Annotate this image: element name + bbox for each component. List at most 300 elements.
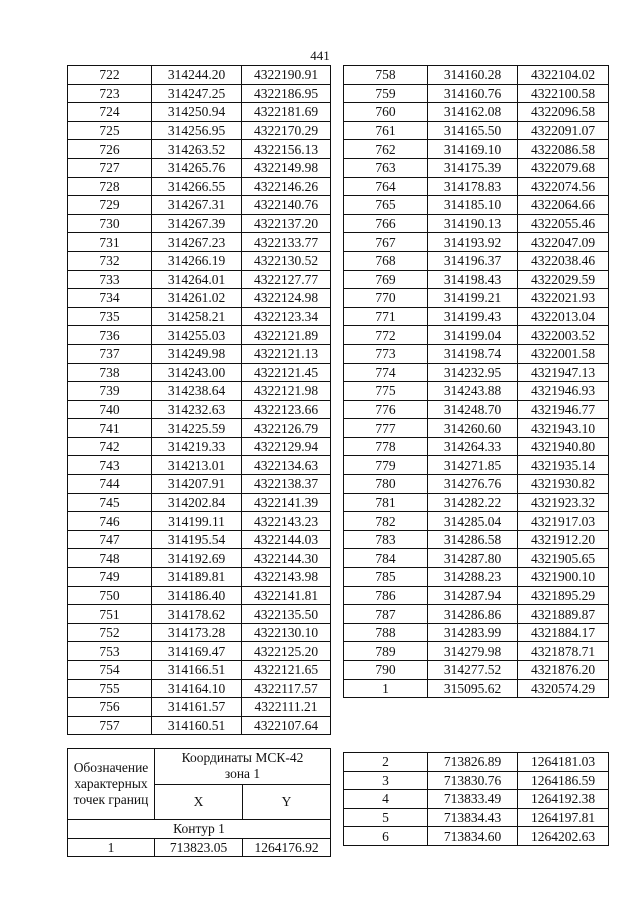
table-row [344, 437, 609, 456]
coord-x: 314260.60 [428, 419, 518, 438]
table-row [68, 437, 331, 456]
coord-x: 314267.39 [152, 214, 242, 233]
table-row [344, 549, 609, 568]
point-number: 751 [68, 605, 152, 624]
table-row [344, 289, 609, 308]
coord-y: 4322156.13 [242, 140, 331, 159]
point-number: 1 [68, 838, 155, 857]
coord-y: 4322100.58 [518, 84, 609, 103]
coord-y: 4322129.94 [242, 437, 331, 456]
point-number: 745 [68, 493, 152, 512]
coord-x: 314199.11 [152, 512, 242, 531]
coord-y: 4321878.71 [518, 642, 609, 661]
coord-x: 314160.76 [428, 84, 518, 103]
table-row [68, 103, 331, 122]
coord-y: 4322146.26 [242, 177, 331, 196]
point-number: 735 [68, 307, 152, 326]
coord-y: 1264192.38 [518, 790, 609, 809]
point-number: 786 [344, 586, 428, 605]
point-number: 779 [344, 456, 428, 475]
coord-x: 314271.85 [428, 456, 518, 475]
point-number: 726 [68, 140, 152, 159]
coord-y: 4322121.45 [242, 363, 331, 382]
coord-x: 314162.08 [428, 103, 518, 122]
point-number: 784 [344, 549, 428, 568]
table-row [68, 251, 331, 270]
point-number: 770 [344, 289, 428, 308]
coord-x: 314264.33 [428, 437, 518, 456]
coord-x: 314256.95 [152, 121, 242, 140]
coord-x: 314261.02 [152, 289, 242, 308]
table-row [68, 140, 331, 159]
point-number: 771 [344, 307, 428, 326]
coord-y: 4322013.04 [518, 307, 609, 326]
coord-x: 314161.57 [152, 698, 242, 717]
coord-y: 4322029.59 [518, 270, 609, 289]
table-row [68, 326, 331, 345]
point-number: 744 [68, 475, 152, 494]
coord-x: 314192.69 [152, 549, 242, 568]
coord-x: 314255.03 [152, 326, 242, 345]
coord-x: 713834.60 [428, 827, 518, 846]
table-row [68, 289, 331, 308]
coord-x: 314267.31 [152, 196, 242, 215]
table-row [68, 661, 331, 680]
table-row [68, 400, 331, 419]
point-number: 752 [68, 623, 152, 642]
coord-x: 315095.62 [428, 679, 518, 698]
point-number: 722 [68, 66, 152, 85]
coord-y: 1264197.81 [518, 808, 609, 827]
coord-x: 314219.33 [152, 437, 242, 456]
table-row [68, 605, 331, 624]
point-number: 5 [344, 808, 428, 827]
coord-x: 314248.70 [428, 400, 518, 419]
coord-y: 4321917.03 [518, 512, 609, 531]
table-row [68, 307, 331, 326]
table-row [68, 530, 331, 549]
coord-y: 4322001.58 [518, 344, 609, 363]
point-number: 6 [344, 827, 428, 846]
coord-x: 713823.05 [155, 838, 243, 857]
point-number: 774 [344, 363, 428, 382]
point-number: 724 [68, 103, 152, 122]
coord-y: 4322121.89 [242, 326, 331, 345]
point-number: 729 [68, 196, 152, 215]
point-number: 760 [344, 103, 428, 122]
coord-x: 314264.01 [152, 270, 242, 289]
point-number: 736 [68, 326, 152, 345]
table-row [344, 661, 609, 680]
coord-x: 314287.94 [428, 586, 518, 605]
point-number: 765 [344, 196, 428, 215]
coord-y: 4321946.77 [518, 400, 609, 419]
coord-x: 314160.51 [152, 716, 242, 735]
coord-y: 4322181.69 [242, 103, 331, 122]
table-row [68, 475, 331, 494]
point-number: 750 [68, 586, 152, 605]
coord-x: 314196.37 [428, 251, 518, 270]
table-row [68, 121, 331, 140]
table-row [68, 549, 331, 568]
point-number: 734 [68, 289, 152, 308]
table-row [68, 679, 331, 698]
table-row [344, 586, 609, 605]
coord-y: 4322111.21 [242, 698, 331, 717]
coord-x: 314283.99 [428, 623, 518, 642]
coord-y: 4322126.79 [242, 419, 331, 438]
coord-x: 314266.55 [152, 177, 242, 196]
point-number: 775 [344, 382, 428, 401]
point-number: 746 [68, 512, 152, 531]
point-number: 739 [68, 382, 152, 401]
point-number: 740 [68, 400, 152, 419]
point-number: 748 [68, 549, 152, 568]
coord-x: 314232.63 [152, 400, 242, 419]
coord-y: 4321940.80 [518, 437, 609, 456]
coord-x: 713826.89 [428, 753, 518, 772]
table-row [344, 158, 609, 177]
contour-row [68, 820, 331, 839]
coord-x: 314160.28 [428, 66, 518, 85]
table-row [68, 493, 331, 512]
table-row [68, 623, 331, 642]
table-row [68, 512, 331, 531]
table-row [344, 196, 609, 215]
table-row [68, 66, 331, 85]
coord-x: 314277.52 [428, 661, 518, 680]
table-row [344, 623, 609, 642]
point-number: 776 [344, 400, 428, 419]
contour-header-table [67, 748, 331, 857]
point-number: 1 [344, 679, 428, 698]
coord-y: 4322096.58 [518, 103, 609, 122]
coord-y: 4322141.81 [242, 586, 331, 605]
point-number: 756 [68, 698, 152, 717]
coord-y: 4322125.20 [242, 642, 331, 661]
coord-y: 4321912.20 [518, 530, 609, 549]
point-number: 2 [344, 753, 428, 772]
point-number: 742 [68, 437, 152, 456]
coordinates-table-left [67, 65, 331, 735]
coord-x: 314175.39 [428, 158, 518, 177]
point-number: 773 [344, 344, 428, 363]
point-number: 767 [344, 233, 428, 252]
coord-x: 314225.59 [152, 419, 242, 438]
point-number: 787 [344, 605, 428, 624]
coord-y: 1264202.63 [518, 827, 609, 846]
table-row [344, 382, 609, 401]
coord-x: 314207.91 [152, 475, 242, 494]
coord-x: 314199.43 [428, 307, 518, 326]
coord-y: 4322138.37 [242, 475, 331, 494]
coord-x: 314178.62 [152, 605, 242, 624]
point-number: 772 [344, 326, 428, 345]
coord-x: 314169.47 [152, 642, 242, 661]
coord-x: 314244.20 [152, 66, 242, 85]
coord-y: 4322047.09 [518, 233, 609, 252]
coord-x: 314185.10 [428, 196, 518, 215]
coord-y: 4322140.76 [242, 196, 331, 215]
table-row [344, 177, 609, 196]
coord-y: 4322124.98 [242, 289, 331, 308]
page-number: 441 [310, 48, 330, 63]
point-number: 3 [344, 771, 428, 790]
point-number: 783 [344, 530, 428, 549]
table-row [68, 642, 331, 661]
coord-x: 314198.43 [428, 270, 518, 289]
coord-x: 314285.04 [428, 512, 518, 531]
coord-y: 4321876.20 [518, 661, 609, 680]
coord-y: 4322074.56 [518, 177, 609, 196]
point-number: 782 [344, 512, 428, 531]
point-number: 731 [68, 233, 152, 252]
point-number: 733 [68, 270, 152, 289]
coord-x: 314199.04 [428, 326, 518, 345]
coord-y: 4320574.29 [518, 679, 609, 698]
coord-x: 314195.54 [152, 530, 242, 549]
point-number: 747 [68, 530, 152, 549]
coord-y: 4322186.95 [242, 84, 331, 103]
coord-y: 4321946.93 [518, 382, 609, 401]
table-row [344, 605, 609, 624]
table-row [344, 568, 609, 587]
coord-y: 4322127.77 [242, 270, 331, 289]
point-number: 730 [68, 214, 152, 233]
coord-y: 4321900.10 [518, 568, 609, 587]
coordinates-table-right [343, 65, 609, 698]
table-row [344, 363, 609, 382]
header-y: Y [243, 784, 331, 820]
coord-x: 314250.94 [152, 103, 242, 122]
coord-y: 4322003.52 [518, 326, 609, 345]
table-row [344, 419, 609, 438]
table-row [344, 456, 609, 475]
point-number: 738 [68, 363, 152, 382]
table-row [344, 251, 609, 270]
coord-y: 4322144.03 [242, 530, 331, 549]
coord-y: 4322143.98 [242, 568, 331, 587]
point-number: 766 [344, 214, 428, 233]
coord-y: 4322091.07 [518, 121, 609, 140]
table-row [344, 344, 609, 363]
coord-x: 314178.83 [428, 177, 518, 196]
header-point-designation: Обозначение характерных точек границ [68, 749, 155, 820]
point-number: 741 [68, 419, 152, 438]
table-row [344, 400, 609, 419]
point-number: 759 [344, 84, 428, 103]
table-row [68, 196, 331, 215]
table-row [344, 493, 609, 512]
coord-y: 4322123.34 [242, 307, 331, 326]
coord-x: 314243.88 [428, 382, 518, 401]
point-number: 789 [344, 642, 428, 661]
coord-x: 314213.01 [152, 456, 242, 475]
coord-y: 4322107.64 [242, 716, 331, 735]
point-number: 754 [68, 661, 152, 680]
table-row [68, 233, 331, 252]
coord-y: 4322121.65 [242, 661, 331, 680]
coord-y: 4322121.98 [242, 382, 331, 401]
point-number: 788 [344, 623, 428, 642]
table-row [344, 66, 609, 85]
table-row [68, 177, 331, 196]
coord-y: 4322135.50 [242, 605, 331, 624]
coord-x: 314173.28 [152, 623, 242, 642]
table-row [68, 344, 331, 363]
point-number: 737 [68, 344, 152, 363]
header-x: X [155, 784, 243, 820]
coord-x: 314232.95 [428, 363, 518, 382]
point-number: 743 [68, 456, 152, 475]
table-row [344, 771, 609, 790]
point-number: 769 [344, 270, 428, 289]
contour-label: Контур 1 [68, 820, 331, 839]
point-number: 781 [344, 493, 428, 512]
point-number: 761 [344, 121, 428, 140]
coord-y: 4322117.57 [242, 679, 331, 698]
coord-x: 314186.40 [152, 586, 242, 605]
coord-y: 4322190.91 [242, 66, 331, 85]
point-number: 790 [344, 661, 428, 680]
coord-y: 4322149.98 [242, 158, 331, 177]
table-row [68, 838, 331, 857]
table-row [344, 84, 609, 103]
point-number: 4 [344, 790, 428, 809]
coord-x: 314288.23 [428, 568, 518, 587]
table-row [68, 363, 331, 382]
coord-y: 4321943.10 [518, 419, 609, 438]
table-row [344, 140, 609, 159]
coord-x: 713830.76 [428, 771, 518, 790]
point-number: 723 [68, 84, 152, 103]
coord-y: 4321935.14 [518, 456, 609, 475]
table-row [344, 790, 609, 809]
table-row [344, 808, 609, 827]
point-number: 732 [68, 251, 152, 270]
coord-y: 4321884.17 [518, 623, 609, 642]
coord-y: 4322130.10 [242, 623, 331, 642]
table-row [344, 121, 609, 140]
coord-x: 314286.58 [428, 530, 518, 549]
coord-y: 4321923.32 [518, 493, 609, 512]
coord-y: 4322137.20 [242, 214, 331, 233]
coord-x: 314165.50 [428, 121, 518, 140]
contour-points-table [343, 752, 609, 846]
point-number: 757 [68, 716, 152, 735]
coord-x: 314267.23 [152, 233, 242, 252]
table-row [68, 84, 331, 103]
point-number: 778 [344, 437, 428, 456]
table-row [68, 419, 331, 438]
coord-x: 314166.51 [152, 661, 242, 680]
coord-y: 1264186.59 [518, 771, 609, 790]
table-row [344, 103, 609, 122]
point-number: 763 [344, 158, 428, 177]
table-row [344, 530, 609, 549]
table-row [344, 753, 609, 772]
coord-x: 314266.19 [152, 251, 242, 270]
table-row [344, 233, 609, 252]
coord-y: 4322143.23 [242, 512, 331, 531]
coord-x: 314286.86 [428, 605, 518, 624]
table-row [68, 456, 331, 475]
point-number: 728 [68, 177, 152, 196]
coord-y: 4322021.93 [518, 289, 609, 308]
coord-x: 314202.84 [152, 493, 242, 512]
table-row [68, 586, 331, 605]
table-row [68, 716, 331, 735]
coord-x: 314243.00 [152, 363, 242, 382]
coord-x: 314198.74 [428, 344, 518, 363]
coord-y: 4322144.30 [242, 549, 331, 568]
header-coordinates: Координаты МСК-42 зона 1 [155, 749, 331, 785]
coord-x: 314164.10 [152, 679, 242, 698]
table-row [68, 158, 331, 177]
coord-x: 314199.21 [428, 289, 518, 308]
coord-y: 4322055.46 [518, 214, 609, 233]
coord-y: 4322079.68 [518, 158, 609, 177]
table-row [344, 679, 609, 698]
table-row [68, 698, 331, 717]
coord-y: 4322038.46 [518, 251, 609, 270]
coord-y: 4322104.02 [518, 66, 609, 85]
point-number: 780 [344, 475, 428, 494]
point-number: 777 [344, 419, 428, 438]
coord-y: 4322086.58 [518, 140, 609, 159]
coord-x: 314189.81 [152, 568, 242, 587]
coord-y: 4322141.39 [242, 493, 331, 512]
coord-y: 4322134.63 [242, 456, 331, 475]
table-row [68, 270, 331, 289]
table-row [344, 326, 609, 345]
coord-y: 4322064.66 [518, 196, 609, 215]
coord-y: 4321947.13 [518, 363, 609, 382]
point-number: 758 [344, 66, 428, 85]
coord-y: 4322170.29 [242, 121, 331, 140]
coord-x: 314265.76 [152, 158, 242, 177]
table-row [344, 214, 609, 233]
coord-x: 314279.98 [428, 642, 518, 661]
coord-y: 1264181.03 [518, 753, 609, 772]
point-number: 755 [68, 679, 152, 698]
coord-x: 314247.25 [152, 84, 242, 103]
coord-y: 4322121.13 [242, 344, 331, 363]
coord-x: 713833.49 [428, 790, 518, 809]
coord-x: 314258.21 [152, 307, 242, 326]
coord-y: 4322133.77 [242, 233, 331, 252]
table-row [68, 382, 331, 401]
coord-x: 314193.92 [428, 233, 518, 252]
coord-x: 314287.80 [428, 549, 518, 568]
coord-x: 314282.22 [428, 493, 518, 512]
coord-y: 4322130.52 [242, 251, 331, 270]
coord-y: 4322123.66 [242, 400, 331, 419]
coord-y: 4321889.87 [518, 605, 609, 624]
table-row [344, 270, 609, 289]
point-number: 727 [68, 158, 152, 177]
table-row [344, 475, 609, 494]
coord-x: 314238.64 [152, 382, 242, 401]
point-number: 749 [68, 568, 152, 587]
table-row [344, 307, 609, 326]
table-row [344, 827, 609, 846]
coord-y: 4321930.82 [518, 475, 609, 494]
point-number: 725 [68, 121, 152, 140]
header-row [68, 749, 331, 785]
coord-x: 713834.43 [428, 808, 518, 827]
point-number: 768 [344, 251, 428, 270]
